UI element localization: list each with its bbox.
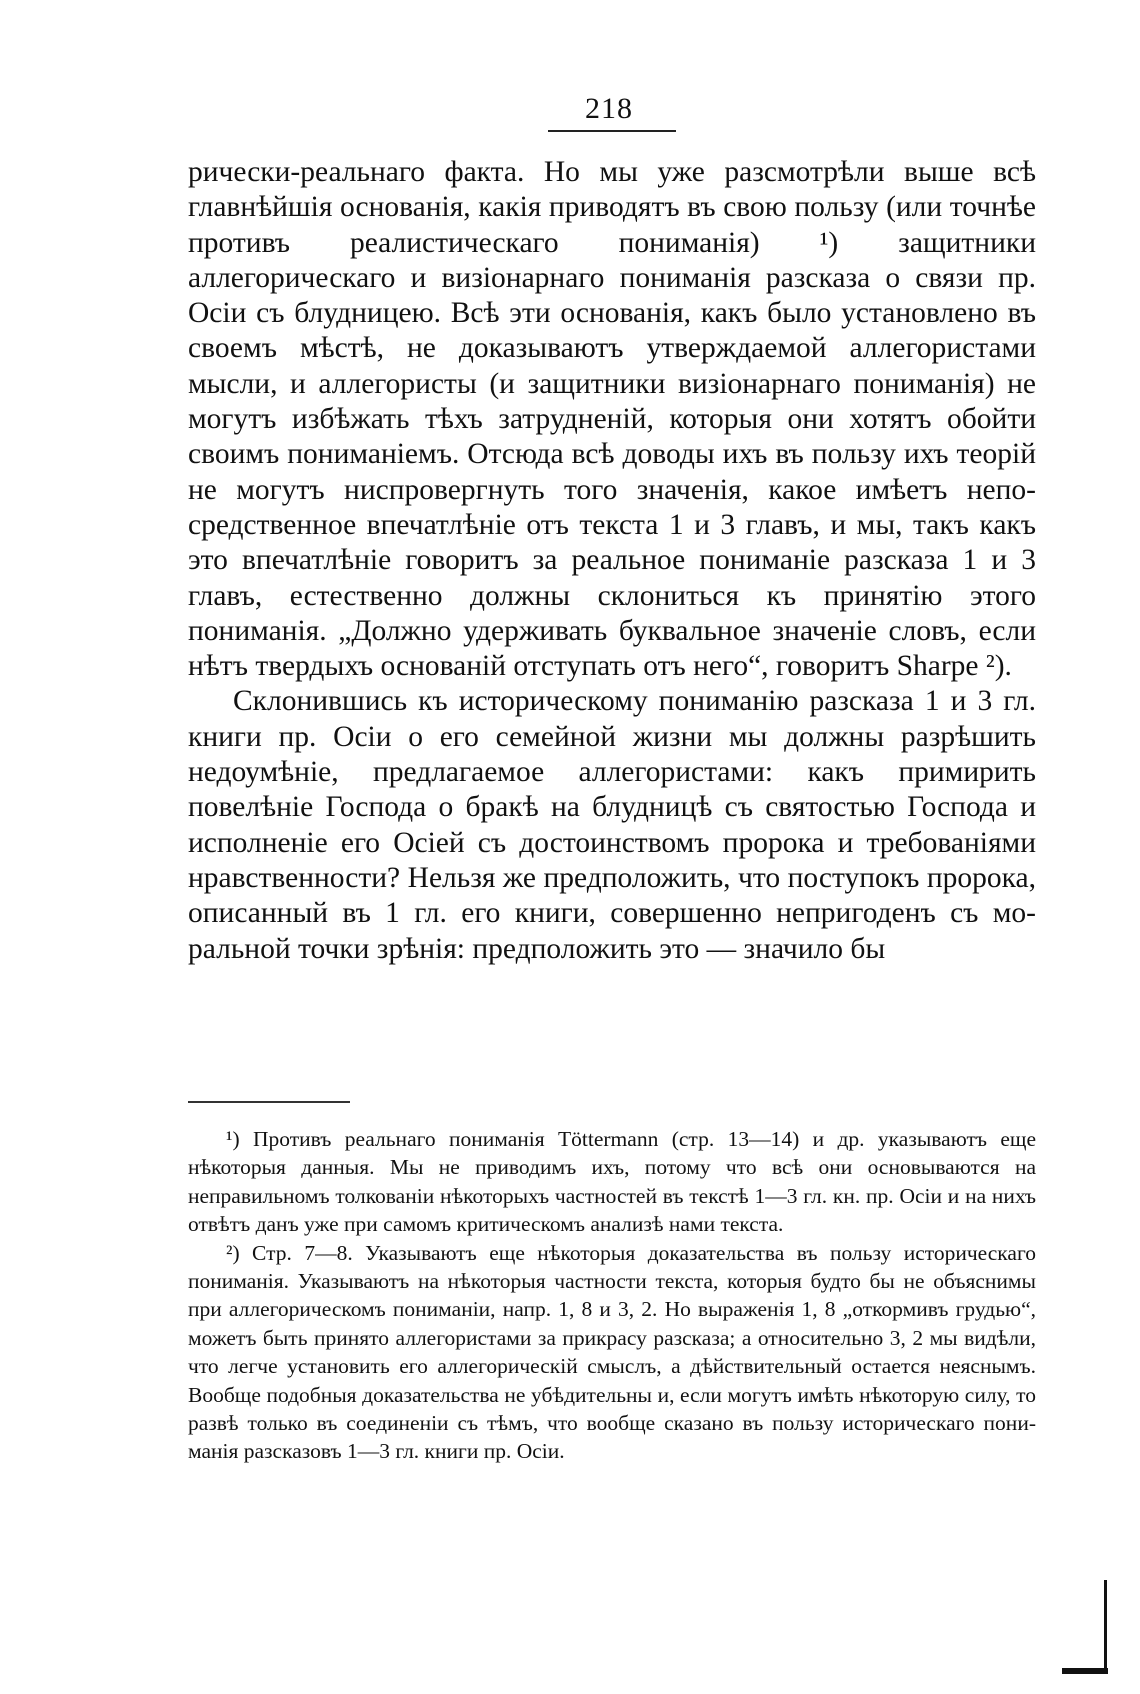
main-text (188, 155, 1036, 967)
footnote-divider (188, 1101, 350, 1103)
paragraph-1: рически-реальнаго факта. Но мы уже разсмотрѣли выше всѣ главнѣйшія основанія, какія приводятъ въ свою пользу (или точнѣе противъ реалистическаго пониманія) ¹) защитники аллегорическаго и визіонарнаго пониманія разсказа о связи пр. Осіи съ блудницею. Всѣ эти основанія, какъ было установлено въ своемъ мѣстѣ, не доказываютъ утверждаемой аллегористами мысли, и аллегористы (и защитники визіонарнаго пониманія) не могутъ избѣжать тѣхъ затрудненій, которыя они хотятъ обойти своимъ пониманіемъ. Отсюда всѣ доводы ихъ въ пользу ихъ теорій не могутъ ниспровергнуть того значенія, какое имѣетъ непосредственное впечатлѣніе отъ текста 1 и 3 главъ, и мы, такъ какъ это впечатлѣніе говоритъ за реальное пониманіе разсказа 1 и 3 главъ, естественно должны склониться къ принятію этого пониманія. „Должно удерживать буквальное значеніе словъ, если нѣтъ твердыхъ основаній отступать отъ него“, говоритъ Sharpe ²). (188, 156, 1036, 683)
paragraph-2: Склонившись къ историческому пониманію разсказа 1 и 3 гл. книги пр. Осіи о его семейной жизни мы должны разрѣшить недоумѣніе, предлагаемое аллегористами: какъ примирить повелѣніе Господа о бракѣ на блудницѣ съ святостью Господа и исполненіе его Осіей съ достоинствомъ пророка и требованіями нравственности? Нельзя же предположить, что поступокъ пророка, описанный въ 1 гл. его книги, совершенно непригоденъ съ моральной точки зрѣнія: предположить это — значило бы (188, 685, 1036, 965)
footnotes (188, 1125, 1036, 1466)
header-rule (548, 130, 676, 132)
footnote-1: ¹) Противъ реальнаго пониманія Töttermann (стр. 13—14) и др. указываютъ еще нѣкоторыя данныя. Мы не приводимъ ихъ, потому что всѣ они основываются на неправильномъ толкованіи нѣкоторыхъ частностей въ текстѣ 1—3 гл. кн. пр. Осіи и на нихъ отвѣтъ данъ уже при самомъ критическомъ анализѣ нами текста. (188, 1127, 1036, 1237)
scan-corner-mark (1062, 1668, 1108, 1674)
page-number: 218 (585, 92, 633, 125)
margin-scan-mark (1104, 1580, 1107, 1670)
footnote-2: ²) Стр. 7—8. Указываютъ еще нѣкоторыя доказательства въ пользу историческаго пониманія. Указываютъ на нѣкоторыя частности текста, которыя будто бы не объяснимы при аллегорическомъ пониманіи, напр. 1, 8 и 3, 2. Но выраженія 1, 8 „откормивъ грудью“, можетъ быть принято аллегористами за прикрасу разсказа; а относительно 3, 2 мы видѣли, что легче установить его аллегорическій смыслъ, а дѣйствительный остается неяснымъ. Вообще подобныя доказательства не убѣдительны и, если могутъ имѣть нѣкоторую силу, то развѣ только въ соединеніи съ тѣмъ, что вообще сказано въ пользу историческаго пониманія разсказовъ 1—3 гл. книги пр. Осіи. (188, 1240, 1036, 1464)
